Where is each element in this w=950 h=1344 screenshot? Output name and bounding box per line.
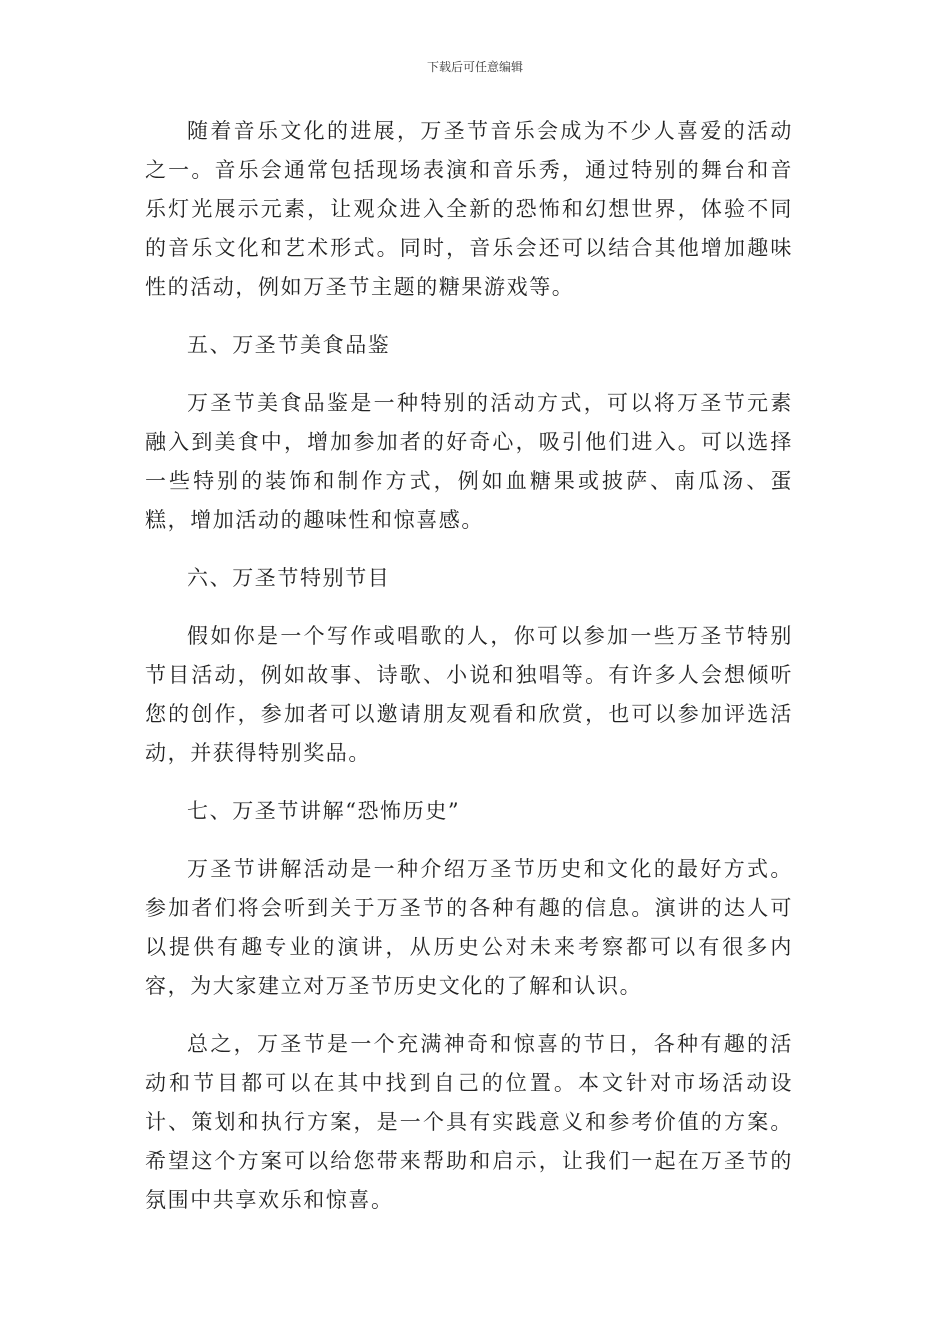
section-heading-food: 五、万圣节美食品鉴	[187, 333, 391, 357]
header-note: 下载后可任意编辑	[426, 60, 523, 74]
section-heading-program: 六、万圣节特别节目	[187, 566, 391, 590]
paragraph-conclusion: 总之，万圣节是一个充满神奇和惊喜的节日，各种有趣的活动和节目都可以在其中找到自己的位置。本文针对市场活动设计、策划和执行方案，是一个具有实践意义和参考价值的方案。希望这个方案可以给您带来帮助和启示，让我们一起在万圣节的氛围中共享欢乐和惊喜。	[145, 1032, 793, 1212]
paragraph-food: 万圣节美食品鉴是一种特别的活动方式，可以将万圣节元素融入到美食中，增加参加者的好奇心，吸引他们进入。可以选择一些特别的装饰和制作方式，例如血糖果或披萨、南瓜汤、蛋糕，增加活动的趣味性和惊喜感。	[145, 391, 793, 532]
document-body	[145, 112, 793, 1239]
paragraph-concert: 随着音乐文化的进展，万圣节音乐会成为不少人喜爱的活动之一。音乐会通常包括现场表演和音乐秀，通过特别的舞台和音乐灯光展示元素，让观众进入全新的恐怖和幻想世界，体验不同的音乐文化和艺术形式。同时，音乐会还可以结合其他增加趣味性的活动，例如万圣节主题的糖果游戏等。	[145, 119, 793, 299]
paragraph-program: 假如你是一个写作或唱歌的人，你可以参加一些万圣节特别节目活动，例如故事、诗歌、小说和独唱等。有许多人会想倾听您的创作，参加者可以邀请朋友观看和欣赏，也可以参加评选活动，并获得特别奖品。	[145, 624, 793, 765]
section-heading-history: 七、万圣节讲解“恐怖历史”	[187, 799, 461, 823]
paragraph-history: 万圣节讲解活动是一种介绍万圣节历史和文化的最好方式。参加者们将会听到关于万圣节的各种有趣的信息。演讲的达人可以提供有趣专业的演讲，从历史公对未来考察都可以有很多内容，为大家建立对万圣节历史文化的了解和认识。	[145, 857, 793, 998]
